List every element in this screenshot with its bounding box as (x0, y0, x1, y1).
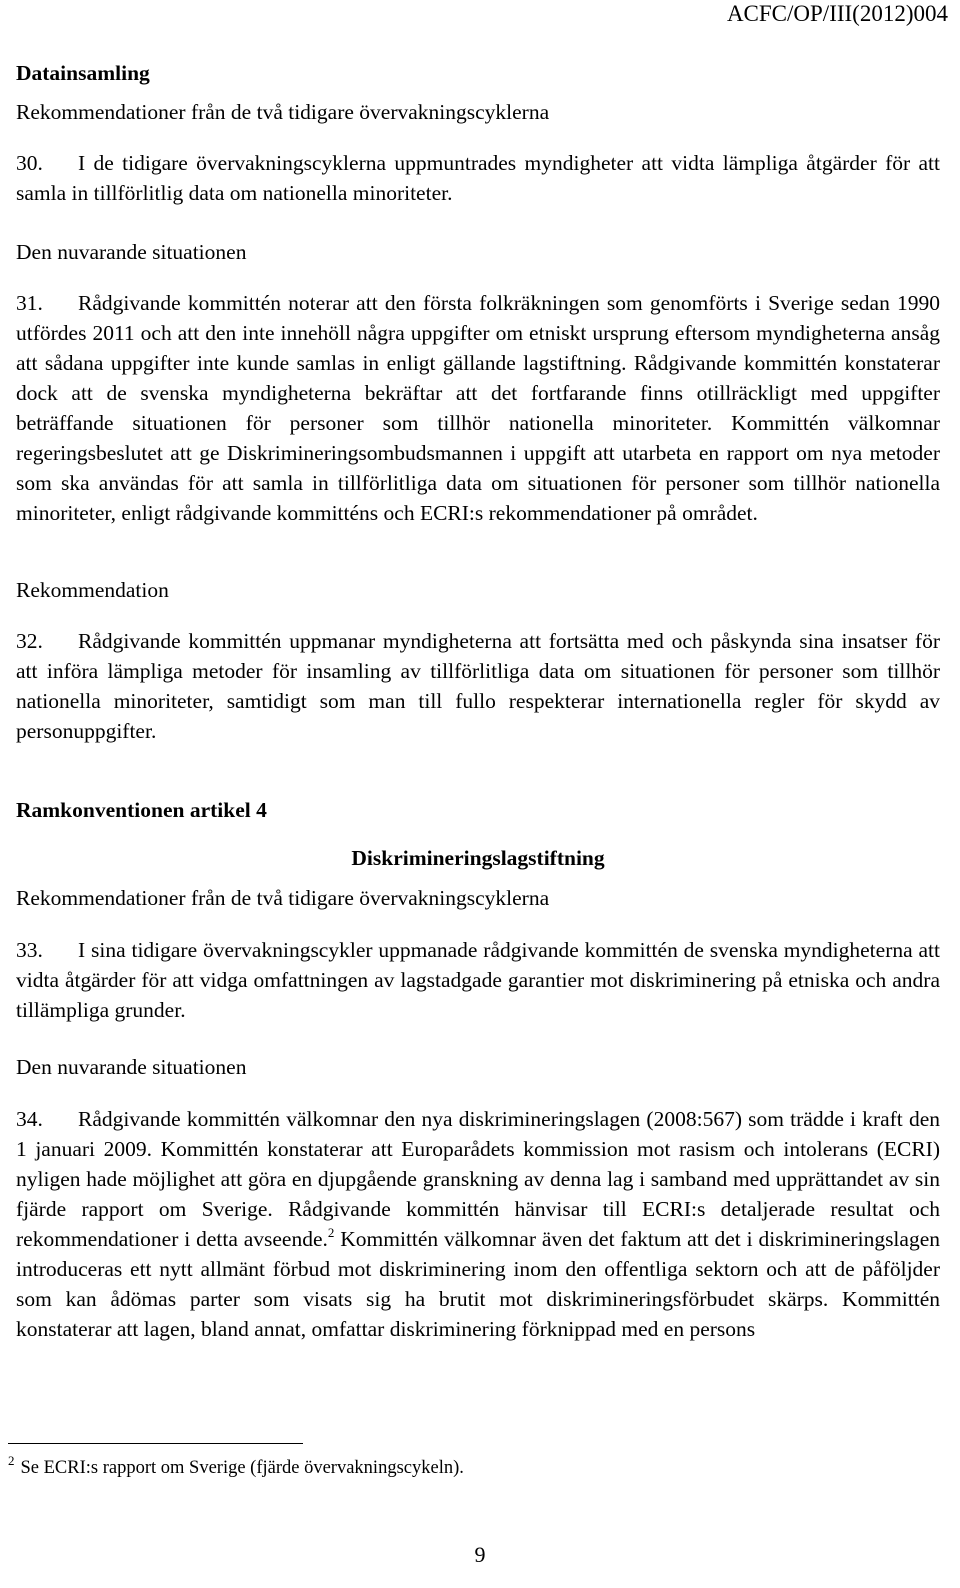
paragraph-number: 33. (16, 938, 43, 962)
current-situation-heading: Den nuvarande situationen (16, 240, 247, 264)
footnote-number: 2 (8, 1453, 15, 1468)
paragraph-30 (16, 148, 940, 208)
paragraph-34 (16, 1104, 940, 1344)
footnote (8, 1455, 464, 1481)
footnote-reference[interactable]: 2 (327, 1225, 335, 1240)
paragraph-text: Rådgivande kommittén uppmanar myndigheterna att fortsätta med och påskynda sina insatser för att införa lämpliga metoder för insamling av tillförlitliga data om situationen för personer som tillhör nationella minoriteter, samtidigt som man till fullo respekterar internationella regler för skydd av personuppgifter. (16, 629, 940, 743)
paragraph-32 (16, 626, 940, 746)
paragraph-text: I de tidigare övervakningscyklerna uppmuntrades myndigheter att vidta lämpliga åtgärder för att samla in tillförlitlig data om nationella minoriteter. (16, 151, 940, 205)
paragraph-text: I sina tidigare övervakningscykler uppmanade rådgivande kommittén de svenska myndigheterna att vidta åtgärder för att vidga omfattningen av lagstadgade garantier mot diskriminering på etniska och andra tillämpliga grunder. (16, 938, 940, 1022)
section-title-datainsamling: Datainsamling (16, 61, 150, 85)
section-subtitle: Diskrimineringslagstiftning (351, 846, 605, 870)
paragraph-33 (16, 935, 940, 1025)
paragraph-number: 30. (16, 151, 43, 175)
recommendation-heading: Rekommendation (16, 578, 169, 602)
current-situation-heading: Den nuvarande situationen (16, 1055, 247, 1079)
paragraph-number: 34. (16, 1107, 43, 1131)
paragraph-text-b: Kommittén välkomnar även det faktum att det i diskrimineringslagen introduceras ett nytt allmänt förbud mot diskriminering inom den offentliga sektorn och att de påföljder som kan ådömas parter som visats sig ha brutit mot diskrimineringsförbudet skärps. Kommittén konstaterar att lagen, bland annat, omfattar diskriminering förknippad med en persons (16, 1227, 940, 1341)
paragraph-31 (16, 288, 940, 528)
footnote-divider (8, 1443, 303, 1444)
article-title: Ramkonventionen artikel 4 (16, 798, 267, 822)
paragraph-number: 31. (16, 291, 43, 315)
prev-recs-heading: Rekommendationer från de två tidigare övervakningscyklerna (16, 100, 550, 124)
page-number: 9 (474, 1542, 486, 1567)
paragraph-number: 32. (16, 629, 43, 653)
prev-recs-heading: Rekommendationer från de två tidigare övervakningscyklerna (16, 886, 550, 910)
paragraph-text: Rådgivande kommittén noterar att den första folkräkningen som genomförts i Sverige sedan 1990 utfördes 2011 och att den inte innehöll några uppgifter om etniskt ursprung eftersom myndigheterna ansåg att sådana uppgifter inte kunde samlas in enligt gällande lagstiftning. Rådgivande kommittén konstaterar dock att de svenska myndigheterna bekräftar att det fortfarande finns otillräckligt med uppgifter beträffande situationen för personer som tillhör nationella minoriteter. Kommittén välkomnar regeringsbeslutet att ge Diskrimineringsombudsmannen i uppgift att utarbeta en rapport om nya metoder som ska användas för att samla in tillförlitliga data om situationen för personer som tillhör nationella minoriteter, enligt rådgivande kommitténs och ECRI:s rekommendationer på området. (16, 291, 940, 525)
footnote-text: Se ECRI:s rapport om Sverige (fjärde övervakningscykeln). (20, 1458, 464, 1478)
paragraph-text-a: Rådgivande kommittén välkomnar den nya diskrimineringslagen (2008:567) som trädde i kraft den 1 januari 2009. Kommittén konstaterar att Europarådets kommission mot rasism och intolerans (ECRI) nyligen hade möjlighet att göra en djupgående granskning av denna lag i samband med upprättandet av sin fjärde rapport om Sverige. Rådgivande kommittén hänvisar till ECRI:s detaljerade resultat och rekommendationer i detta avseende. (16, 1107, 940, 1251)
document-reference: ACFC/OP/III(2012)004 (726, 1, 948, 26)
